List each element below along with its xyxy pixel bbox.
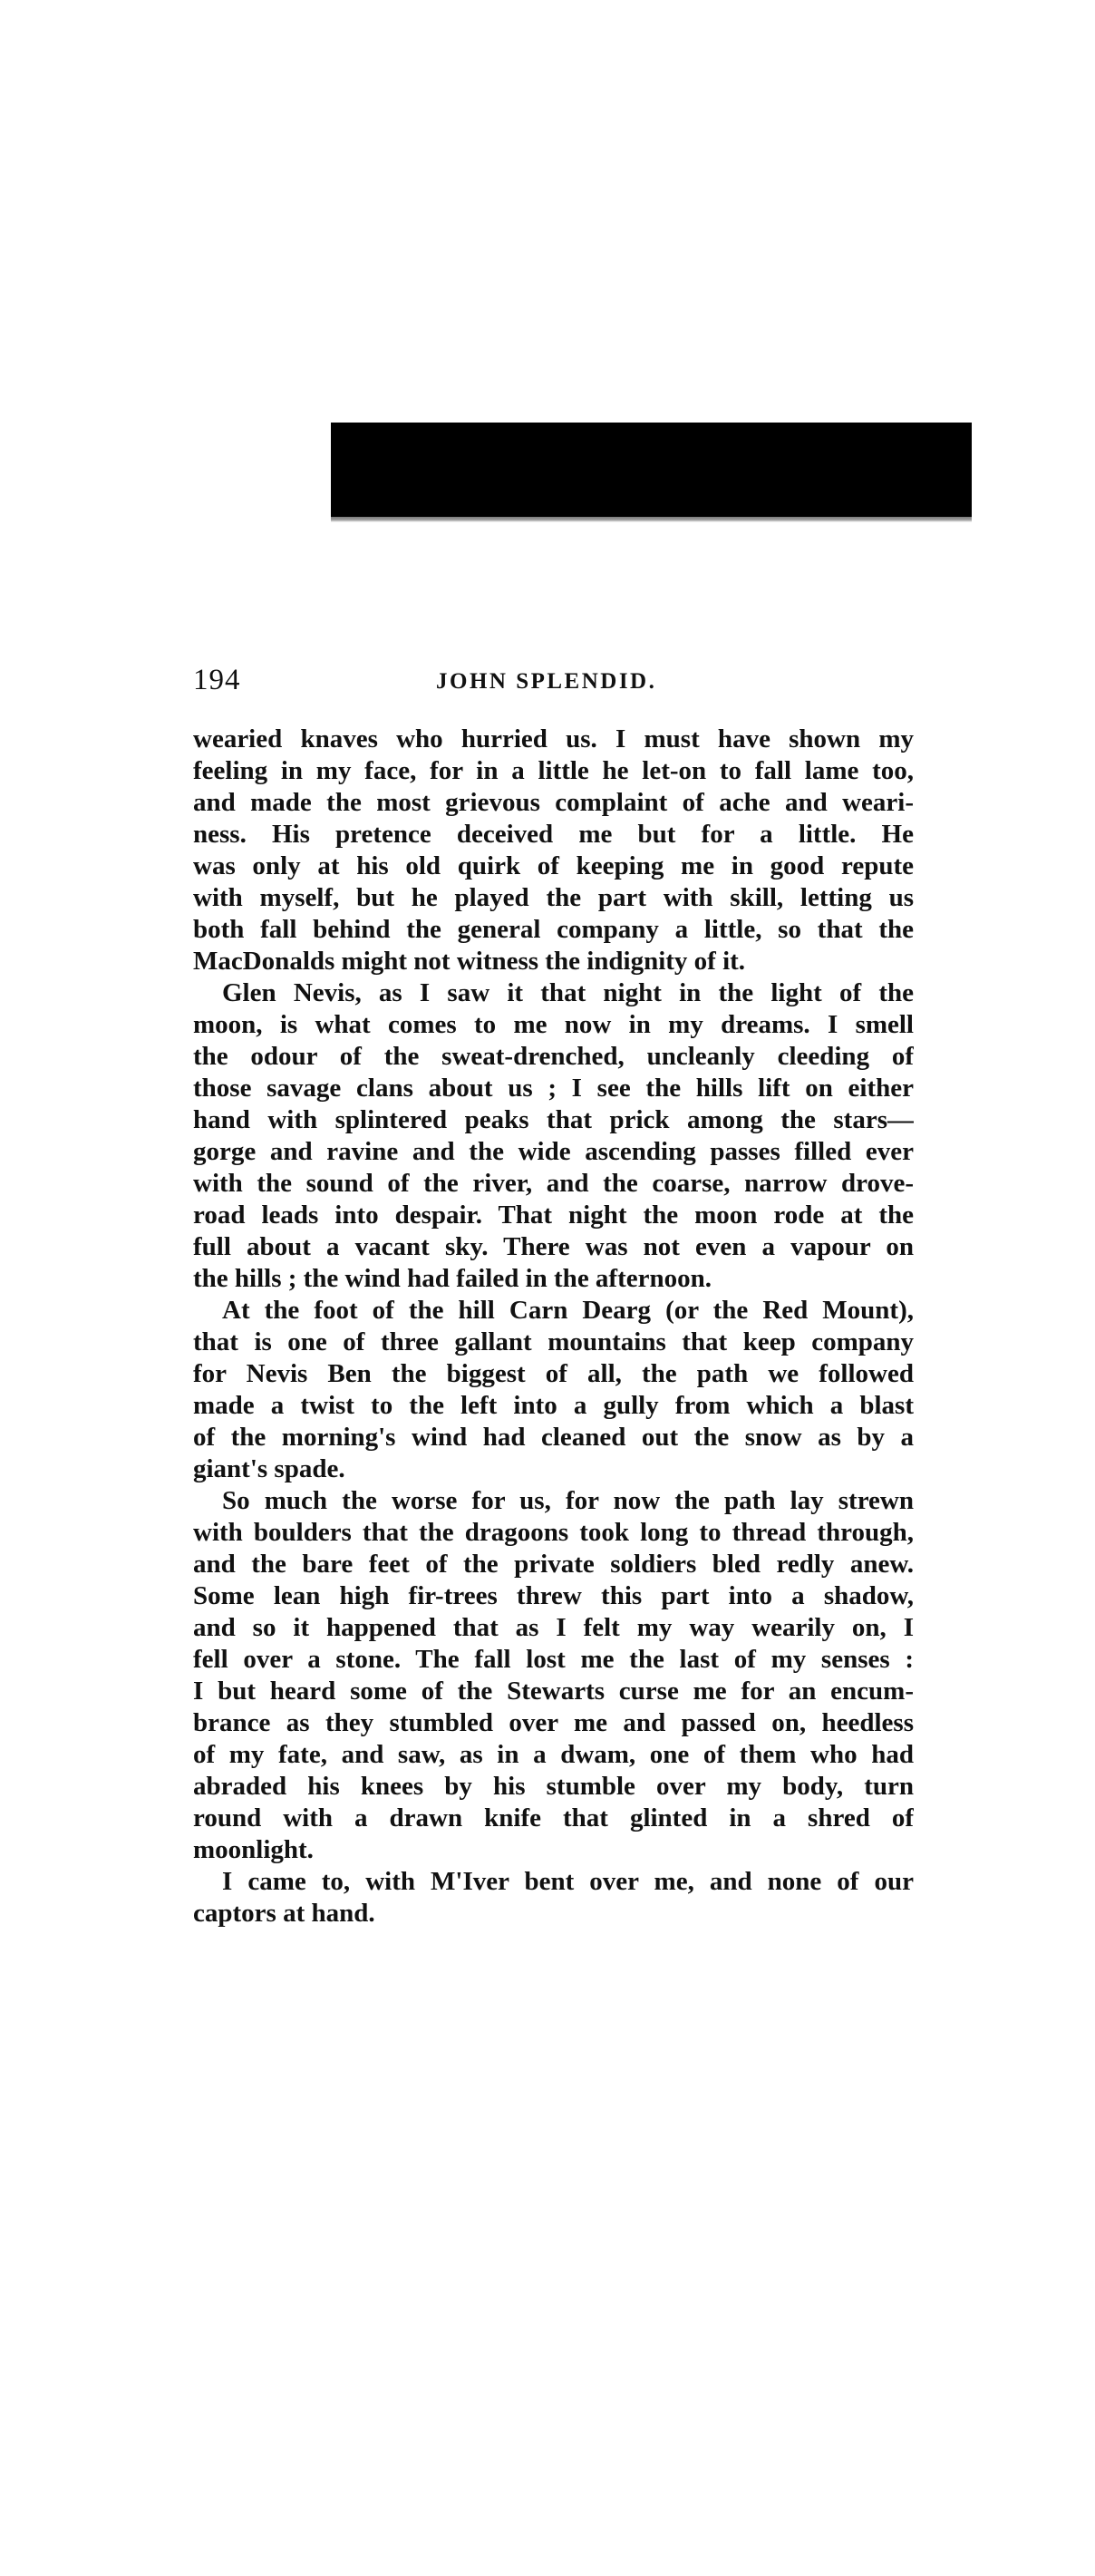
text-line: was only at his old quirk of keeping me in good repute (193, 851, 914, 880)
redaction-bar (331, 423, 972, 517)
text-line: of my fate, and saw, as in a dwam, one of them who had (193, 1740, 914, 1769)
text-line: fell over a stone. The fall lost me the last of my senses : (193, 1645, 914, 1674)
text-line: full about a vacant sky. There was not even a vapour on (193, 1232, 914, 1261)
text-line: with myself, but he played the part with skill, letting us (193, 883, 914, 912)
text-line: hand with splintered peaks that prick among the stars— (193, 1105, 914, 1134)
text-line: I came to, with M'Iver bent over me, and none of our (222, 1867, 914, 1896)
paragraph (193, 977, 914, 1295)
paragraph (193, 1866, 914, 1930)
text-line: with the sound of the river, and the coarse, narrow drove- (193, 1169, 914, 1198)
text-line: and the bare feet of the private soldiers bled redly anew. (193, 1550, 914, 1579)
running-head (193, 664, 914, 700)
text-line: the odour of the sweat-drenched, uncleanly cleeding of (193, 1042, 914, 1071)
text-line: and so it happened that as I felt my way wearily on, I (193, 1613, 914, 1642)
text-line: both fall behind the general company a little, so that the (193, 915, 914, 944)
text-line: gorge and ravine and the wide ascending passes filled ever (193, 1137, 914, 1166)
page-number: 194 (193, 664, 241, 696)
text-line: and made the most grievous complaint of ache and weari- (193, 788, 914, 817)
text-line: ness. His pretence deceived me but for a little. He (193, 820, 914, 849)
text-line: At the foot of the hill Carn Dearg (or the Red Mount), (222, 1296, 914, 1325)
text-line: captors at hand. (193, 1899, 375, 1928)
text-line: road leads into despair. That night the moon rode at the (193, 1201, 914, 1230)
text-line: those savage clans about us ; I see the hills lift on either (193, 1074, 914, 1103)
text-line: MacDonalds might not witness the indignity of it. (193, 947, 746, 976)
text-line: with boulders that the dragoons took long to thread through, (193, 1518, 914, 1547)
text-line: that is one of three gallant mountains that keep company (193, 1327, 914, 1356)
text-line: for Nevis Ben the biggest of all, the path we followed (193, 1359, 914, 1388)
text-line: wearied knaves who hurried us. I must have shown my (193, 724, 914, 753)
text-line: feeling in my face, for in a little he let-on to fall lame too, (193, 756, 914, 785)
text-line: the hills ; the wind had failed in the afternoon. (193, 1264, 712, 1293)
paragraph (193, 1295, 914, 1485)
text-line: I but heard some of the Stewarts curse me for an encum- (193, 1677, 914, 1706)
text-line: giant's spade. (193, 1454, 345, 1483)
text-line: brance as they stumbled over me and passed on, heedless (193, 1708, 914, 1737)
paragraph (193, 724, 914, 977)
body-text (193, 724, 914, 1930)
paragraph (193, 1485, 914, 1866)
text-line: moonlight. (193, 1835, 314, 1864)
text-line: Some lean high fir-trees threw this part into a shadow, (193, 1581, 914, 1610)
text-line: moon, is what comes to me now in my dreams. I smell (193, 1010, 914, 1039)
text-line: round with a drawn knife that glinted in a shred of (193, 1803, 914, 1832)
text-line: of the morning's wind had cleaned out the snow as by a (193, 1423, 914, 1452)
text-line: So much the worse for us, for now the path lay strewn (222, 1486, 914, 1515)
running-title: JOHN SPLENDID. (436, 669, 657, 694)
text-line: abraded his knees by his stumble over my body, turn (193, 1772, 914, 1801)
text-line: made a twist to the left into a gully from which a blast (193, 1391, 914, 1420)
text-line: Glen Nevis, as I saw it that night in the light of the (222, 978, 914, 1007)
